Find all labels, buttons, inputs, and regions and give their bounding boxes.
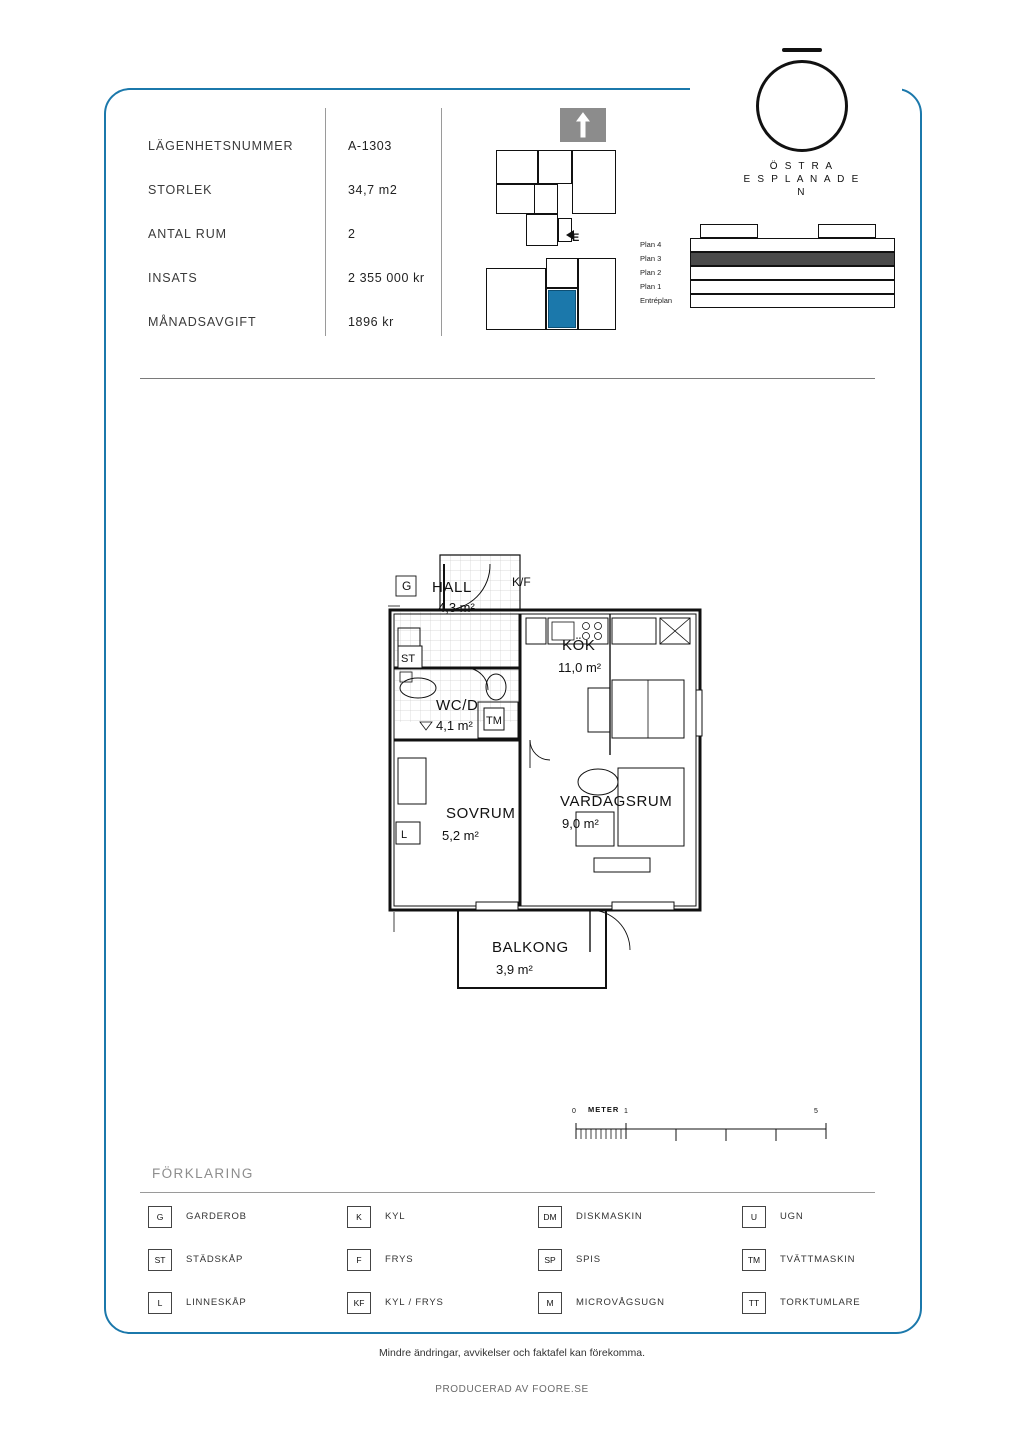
media-bench — [594, 858, 650, 872]
fact-label-size: STORLEK — [148, 183, 213, 197]
logo-circle-icon — [756, 60, 848, 152]
facts-divider-left — [325, 108, 326, 336]
legend-label-linneskap: LINNESKÅP — [186, 1297, 247, 1308]
apartment-floorplan — [380, 540, 720, 1010]
legend-item-stadskap — [148, 1247, 333, 1290]
legend-item-kyl-frys — [347, 1290, 532, 1333]
keyplan-block-c — [572, 150, 616, 214]
legend-label-diskmaskin: DISKMASKIN — [576, 1211, 643, 1222]
floor-bar-1 — [690, 280, 895, 294]
tag-stadskap: ST — [401, 653, 416, 665]
floor-bar-2 — [690, 266, 895, 280]
scale-bar — [570, 1105, 840, 1151]
room-area-kitchen: 11,0 m² — [558, 660, 602, 675]
legend-label-spis: SPIS — [576, 1254, 601, 1265]
legend-item-microvagsugn — [538, 1290, 723, 1333]
fact-value-monthly-fee: 1896 kr — [348, 315, 394, 329]
roof-unit-right — [818, 224, 876, 238]
entrance-direction-label: E — [572, 232, 580, 244]
fact-value-apartment-number: A-1303 — [348, 139, 392, 153]
legend-label-frys: FRYS — [385, 1254, 414, 1265]
selected-unit-highlight — [548, 290, 576, 328]
bedroom-wardrobe — [398, 758, 426, 804]
legend-code-diskmaskin: DM — [538, 1206, 562, 1228]
fact-value-size: 34,7 m2 — [348, 183, 398, 197]
room-label-bedroom: SOVRUM — [446, 805, 516, 822]
legend-item-tvattmaskin — [742, 1247, 927, 1290]
fact-label-rooms: ANTAL RUM — [148, 227, 227, 241]
window-side — [696, 690, 702, 736]
legend-code-kyl-frys: KF — [347, 1292, 371, 1314]
fact-value-deposit: 2 355 000 kr — [348, 271, 425, 285]
fact-label-apartment-number: LÄGENHETSNUMMER — [148, 139, 294, 153]
fridge-unit — [526, 618, 546, 644]
window-living — [612, 902, 674, 910]
legend-code-spis: SP — [538, 1249, 562, 1271]
legend-item-frys — [347, 1247, 532, 1290]
legend-code-ugn: U — [742, 1206, 766, 1228]
scale-unit-label: METER — [588, 1105, 620, 1114]
keyplan-block-b — [538, 150, 572, 184]
legend-label-garderob: GARDEROB — [186, 1211, 247, 1222]
floor-label-4: Plan 4 — [640, 240, 662, 249]
floor-bar-3-active — [690, 252, 895, 266]
linen-closet-box — [396, 822, 420, 844]
legend-item-spis — [538, 1247, 723, 1290]
room-label-wc: WC/D — [436, 697, 479, 714]
legend-label-stadskap: STÄDSKÅP — [186, 1254, 244, 1265]
dining-chair-left — [588, 688, 610, 732]
legend-label-ugn: UGN — [780, 1211, 804, 1222]
room-label-kitchen: KÖK — [562, 637, 596, 654]
keyplan-block-a — [496, 150, 538, 184]
legend-item-diskmaskin — [538, 1204, 723, 1247]
producer-credit: PRODUCERAD AV FOORE.SE — [435, 1384, 589, 1395]
legend-title: FÖRKLARING — [152, 1166, 254, 1181]
roof-unit-left — [700, 224, 758, 238]
legend-item-garderob — [148, 1204, 333, 1247]
room-label-living: VARDAGSRUM — [560, 793, 673, 810]
floor-row-entrance — [640, 294, 895, 308]
scale-graphic — [570, 1117, 840, 1147]
logo-line-1: Ö S T R A — [769, 161, 835, 172]
legend-code-frys: F — [347, 1249, 371, 1271]
room-area-living: 9,0 m² — [562, 816, 599, 831]
scale-tick-5: 5 — [814, 1108, 818, 1115]
keyplan-block-d — [496, 184, 538, 214]
fact-value-rooms: 2 — [348, 227, 356, 241]
logo-line-2: E S P L A N A D E N — [743, 174, 861, 198]
legend-separator — [140, 1192, 875, 1193]
floor-label-entrance: Entréplan — [640, 296, 673, 305]
keyplan-block-j — [578, 258, 616, 330]
floor-bar-4 — [690, 238, 895, 252]
room-area-wc: 4,1 m² — [436, 718, 473, 733]
floor-label-1: Plan 1 — [640, 282, 662, 291]
tag-garderob: G — [402, 579, 412, 593]
legend-code-torktumlare: TT — [742, 1292, 766, 1314]
legend-column-1 — [148, 1204, 333, 1333]
legend-label-kyl: KYL — [385, 1211, 406, 1222]
legend-column-4 — [742, 1204, 927, 1333]
apartment-facts-values — [348, 124, 468, 344]
legend-label-torktumlare: TORKTUMLARE — [780, 1297, 861, 1308]
window-bedroom — [476, 902, 518, 910]
logo-bar-icon — [782, 48, 822, 52]
legend-code-linneskap: L — [148, 1292, 172, 1314]
tag-washing-machine: TM — [486, 715, 502, 727]
legend-code-stadskap: ST — [148, 1249, 172, 1271]
keyplan-block-f — [526, 214, 558, 246]
building-keyplan — [486, 108, 616, 328]
legend-item-kyl — [347, 1204, 532, 1247]
room-label-balcony: BALKONG — [492, 939, 569, 956]
disclaimer-text: Mindre ändringar, avvikelser och faktafel kan förekomma. — [378, 1347, 646, 1359]
floor-label-3: Plan 3 — [640, 254, 662, 263]
legend-code-kyl: K — [347, 1206, 371, 1228]
legend-item-ugn — [742, 1204, 927, 1247]
legend-column-2 — [347, 1204, 532, 1333]
balcony-door-swing — [590, 910, 630, 950]
floor-row-1 — [640, 280, 895, 294]
fact-label-monthly-fee: MÅNADSAVGIFT — [148, 315, 257, 329]
floor-row-2 — [640, 266, 895, 280]
floor-row-4 — [640, 238, 895, 252]
legend-label-kyl-frys: KYL / FRYS — [385, 1297, 444, 1308]
room-label-hall: HALL — [432, 579, 472, 596]
legend-code-garderob: G — [148, 1206, 172, 1228]
header-separator — [140, 378, 875, 379]
rug — [578, 769, 618, 795]
door-bedroom-swing — [530, 740, 550, 760]
room-area-hall: 4,3 m² — [438, 600, 475, 615]
legend-column-3 — [538, 1204, 723, 1333]
legend-label-tvattmaskin: TVÄTTMASKIN — [780, 1254, 856, 1265]
kitchen-counter-right — [612, 618, 656, 644]
legend-code-microvagsugn: M — [538, 1292, 562, 1314]
brand-logo — [742, 48, 862, 198]
scale-tick-0: 0 — [572, 1108, 576, 1115]
keyplan-block-h — [486, 268, 546, 330]
floor-indicator — [640, 238, 895, 308]
room-area-balcony: 3,9 m² — [496, 962, 533, 977]
legend-item-torktumlare — [742, 1290, 927, 1333]
fact-label-deposit: INSATS — [148, 271, 198, 285]
north-arrow-icon — [574, 112, 592, 138]
keyplan-block-i — [546, 258, 578, 288]
scale-tick-1: 1 — [624, 1108, 628, 1115]
legend-item-linneskap — [148, 1290, 333, 1333]
legend-code-tvattmaskin: TM — [742, 1249, 766, 1271]
facts-divider-right — [441, 108, 442, 336]
room-area-bedroom: 5,2 m² — [442, 828, 479, 843]
floor-bar-entrance — [690, 294, 895, 308]
floor-label-2: Plan 2 — [640, 268, 662, 277]
tag-linneskap: L — [401, 829, 408, 841]
floor-row-3 — [640, 252, 895, 266]
tag-kyl-frys: K/F — [512, 575, 531, 589]
legend-label-microvagsugn: MICROVÅGSUGN — [576, 1297, 665, 1308]
keyplan-block-e — [534, 184, 558, 214]
roof-units — [690, 224, 895, 238]
